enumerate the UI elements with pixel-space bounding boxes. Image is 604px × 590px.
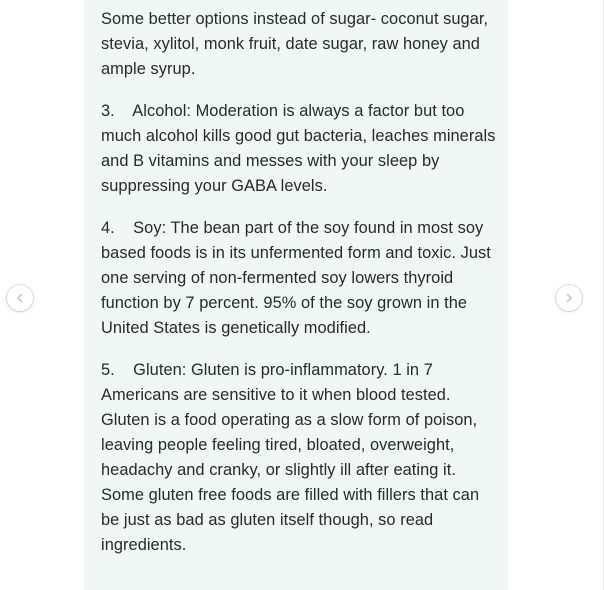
- slide-text: [101, 7, 501, 575]
- chevron-right-icon: [563, 292, 575, 304]
- paragraph-alcohol: 3. Alcohol: Moderation is always a factor but too much alcohol kills good gut bacteria, leaches minerals and B vitamins and messes with your sleep by suppressing your GABA levels.: [101, 102, 501, 195]
- carousel-slide: [84, 0, 508, 590]
- paragraph-gluten: 5. Gluten: Gluten is pro-inflammatory. 1 in 7 Americans are sensitive to it when blood tested. Gluten is a food operating as a slow form of poison, leaving people feeling tired, bloated, overweight, headachy and cranky, or slightly ill after eating it. Some gluten free foods are filled with fillers that can be just as bad as gluten itself though, so read ingredients.: [101, 361, 484, 554]
- paragraph-soy: 4. Soy: The bean part of the soy found in most soy based foods is in its unfermented form and toxic. Just one serving of non-fermented soy lowers thyroid function by 7 percent. 95% of the soy grown in the United States is genetically modified.: [101, 219, 496, 337]
- chevron-left-icon: [14, 292, 26, 304]
- next-slide-button[interactable]: [556, 285, 582, 311]
- paragraph-sugar-alternatives: Some better options instead of sugar- coconut sugar, stevia, xylitol, monk fruit, date sugar, raw honey and ample syrup.: [101, 10, 493, 78]
- previous-slide-button[interactable]: [7, 285, 33, 311]
